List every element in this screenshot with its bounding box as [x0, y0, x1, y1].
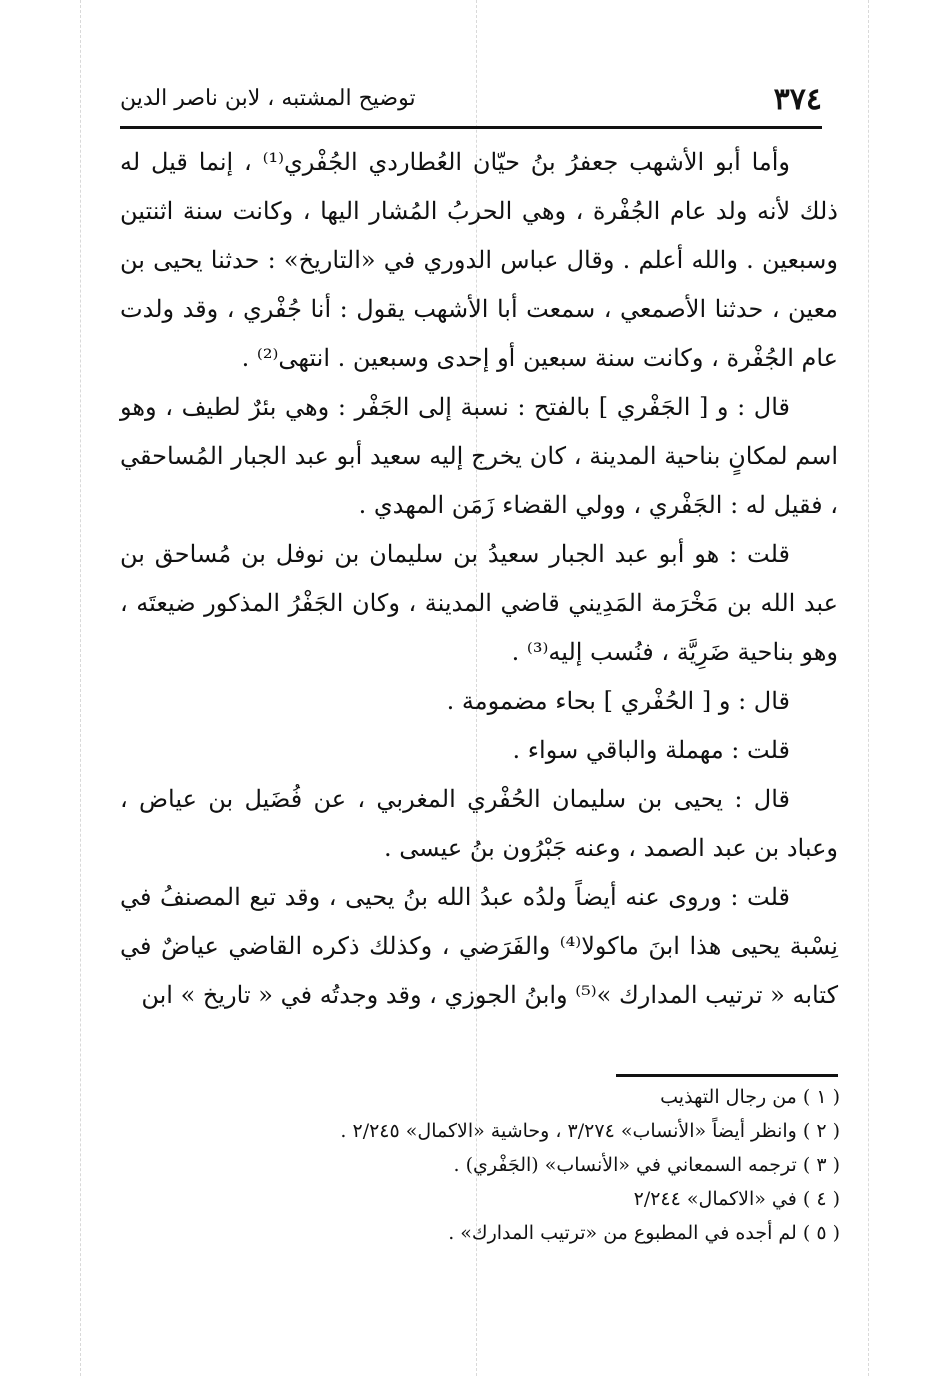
- footnote-2: ( ٢ ) وانظر أيضاً «الأنساب» ٣/٢٧٤ ، وحاشية «الاكمال» ٢/٢٤٥ .: [340, 1120, 840, 1142]
- main-text: [120, 138, 838, 1020]
- paragraph-al-jafri: قال : و [ الجَفْري ] بالفتح : نسبة إلى الجَفْر : وهي بئرٌ لطيف ، وهو اسم لمكانٍ بناحية المدينة ، كان يخرج إليه سعيد أبو عبد الجبار المُساحقي ، فقيل له : الجَفْري ، وولي القضاء زَمَن المهدي .: [120, 393, 838, 519]
- footnote-rule: [616, 1074, 838, 1077]
- footnotes: [200, 1080, 840, 1250]
- footnote-4: ( ٤ ) في «الاكمال» ٢/٢٤٤: [633, 1188, 840, 1210]
- footnote-5: ( ٥ ) لم أجده في المطبوع من «ترتيب المدارك» .: [448, 1222, 840, 1244]
- page-number: ٣٧٤: [773, 82, 822, 117]
- paragraph-abu-abd-al-jabbar: قلت : هو أبو عبد الجبار سعيدُ بن سليمان بن نوفل بن مُساحق بن عبد الله بن مَخْرَمة المَدِيني قاضي المدينة ، وكان الجَفْرُ المذكور ضيعتَه ، وهو بناحية ضَرِيَّة ، فنُسب إليه⁽³⁾ .: [120, 540, 838, 666]
- paragraph-muhmala: قلت : مهملة والباقي سواء .: [512, 736, 790, 764]
- running-title: توضيح المشتبه ، لابن ناصر الدين: [120, 86, 416, 111]
- scan-guide-line: [868, 0, 869, 1376]
- scan-guide-line: [80, 0, 81, 1376]
- footnote-1: ( ١ ) من رجال التهذيب: [660, 1086, 840, 1108]
- paragraph-yahya-ibn-sulayman: قال : يحيى بن سليمان الحُفْري المغربي ، عن فُضَيل بن عياض ، وعباد بن عبد الصمد ، وعنه جَبْرُون بنُ عيسى .: [120, 785, 838, 862]
- paragraph-abu-al-ashhab: وأما أبو الأشهب جعفرُ بنُ حيّان العُطاردي الجُفْري⁽¹⁾ ، إنما قيل له ذلك لأنه ولد عام الجُفْرة ، وهي الحربُ المُشار اليها ، وكانت سنة اثنتين وسبعين . والله أعلم . وقال عباس الدوري في «التاريخ» : حدثنا يحيى بن معين ، حدثنا الأصمعي ، سمعت أبا الأشهب يقول : أنا جُفْري ، وقد ولدت عام الجُفْرة ، وكانت سنة سبعين أو إحدى وسبعين . انتهى⁽²⁾ .: [120, 148, 838, 372]
- header-rule: [120, 126, 822, 129]
- running-header: [120, 80, 822, 124]
- paragraph-riwaya: قلت : وروى عنه أيضاً ولدُه عبدُ الله بنُ يحيى ، وقد تبع المصنفُ في نِسْبة يحيى هذا ابنَ ماكولا⁽⁴⁾ والفَرَضي ، وكذلك ذكره القاضي عياضٌ في كتابه « ترتيب المدارك »⁽⁵⁾ وابنُ الجوزي ، وقد وجدتُه في « تاريخ » ابن: [120, 883, 838, 1009]
- footnote-3: ( ٣ ) ترجمه السمعاني في «الأنساب» (الجَفْري) .: [453, 1154, 840, 1176]
- paragraph-al-hufri: قال : و [ الحُفْري ] بحاء مضمومة .: [446, 687, 790, 715]
